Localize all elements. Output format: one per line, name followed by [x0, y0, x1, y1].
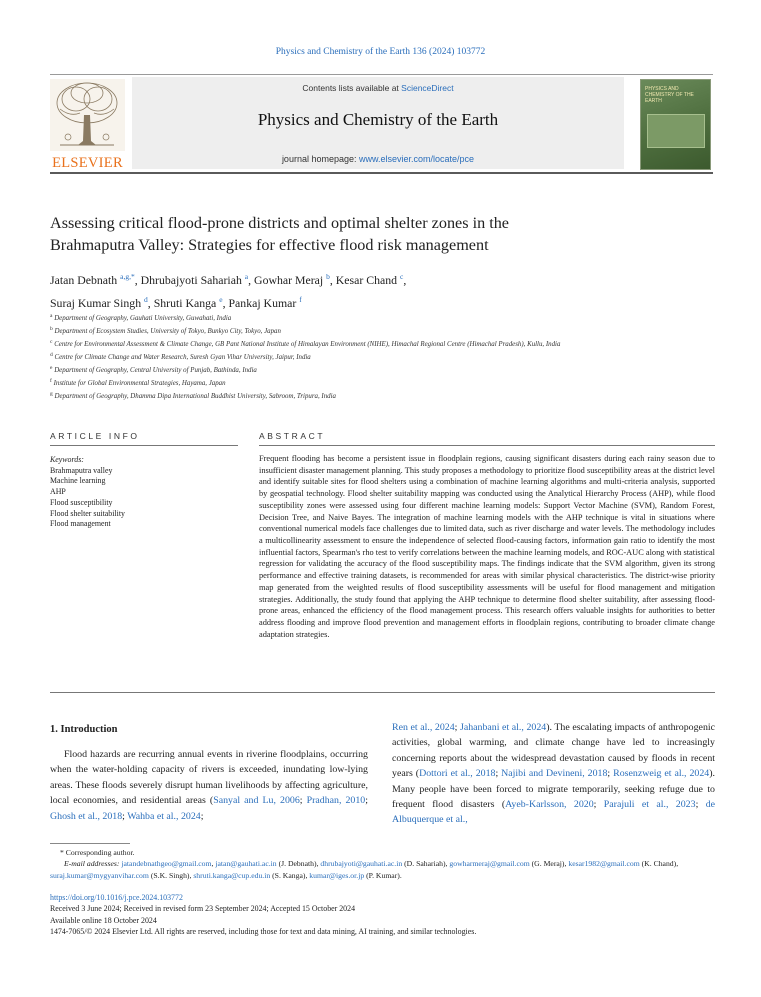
- abstract-text: Frequent flooding has become a persistent issue in floodplain regions, causing significant disasters during each rainy season due to insufficient disaster management planning. This study proposes a methodology to prioritize flood susceptibility areas at the district level and identify suitable sites for flood shelters using a combination of machine learning algorithms and multi-criteria analysis, supported by geospatial technology. Flood shelter suitability mapping was conducted using the Analytical Hierarchy Process (AHP), while flood susceptibility zones were assessed using four different machine learning models: Support Vector Machine (SVM), Random Forest, Decision Tree, and Naive Bayes. The integration of machine learning models with the AHP technique is vital in situations where conventional numerical models face challenges due to limited data, such as river discharge and water levels. The methodology includes a multicollinearity assessment to ensure the independence of selected flood-causing factors, information gain ratio to identify the most influential factors, Spearman's rho test to verify correlations between the machine learning models, and ROC-AUC along with statistical regression for validating the accuracy of the flood susceptibility maps. The findings indicate that the SVM algorithm, given its strong performance and effective training datasets, is recommended for areas with similar physical characteristics. The district-wise priority map generated from the weighted results of flood susceptibility assessments will be useful for flood management and mitigation strategies. Additionally, the study found that applying the AHP technique to determine flood shelter suitability, after assessing flood-prone areas, enhanced the efficiency of the flood management process. This research offers valuable insights for authorities to better address flooding and improve flood prevention and management efforts in floodplain regions, contributing to broader climate change adaptation strategies.: [259, 454, 715, 639]
- author-name: Jatan Debnath: [50, 273, 118, 287]
- affiliation-key: b: [50, 326, 53, 332]
- homepage-line: [132, 154, 624, 164]
- email-label: E-mail addresses:: [64, 859, 120, 869]
- reference-link[interactable]: Ghosh et al., 2018: [50, 810, 123, 822]
- author-list: [50, 267, 710, 313]
- author-affiliation-link[interactable]: a,g,*: [120, 272, 135, 281]
- reference-link[interactable]: Rosenzweig et al., 2024: [613, 768, 710, 780]
- affiliation-text: Department of Geography, Gauhati University, Guwahati, India: [54, 315, 232, 322]
- affiliation-text: Centre for Environmental Assessment & Climate Change, GB Pant National Institute of Himalayan Environment (NIHE), Himachal Regional Centre (Himachal Pradesh), Kullu, India: [54, 341, 561, 348]
- keyword-item: Flood management: [50, 519, 111, 529]
- email-link[interactable]: jatandebnathgeo@gmail.com: [121, 859, 212, 869]
- keyword-item: AHP: [50, 487, 66, 497]
- affiliation-item: [50, 337, 710, 350]
- affiliation-item: [50, 363, 710, 376]
- keyword-item: Machine learning: [50, 476, 106, 486]
- intro-text: Flood hazards are recurring annual events in riverine floodplains, occurring when the water-holding capacity of rivers is exceeded, inundating low-lying areas. These floods severely disrupt human livelihoods by affecting agriculture, local economies, and residential areas (: [50, 749, 368, 807]
- affiliation-key: d: [50, 352, 53, 358]
- keyword-item: Brahmaputra valley: [50, 465, 113, 475]
- email-link[interactable]: jatan@gauhati.ac.in: [215, 859, 277, 869]
- reference-link[interactable]: Pradhan, 2010: [306, 795, 366, 807]
- footnote-rule: [50, 843, 130, 844]
- author-name: Pankaj Kumar: [228, 296, 297, 310]
- intro-text: ). Many people have been forced to migrate temporarily, seeking refuge due to frequent flood disasters (: [392, 768, 716, 811]
- keywords-label: Keywords:: [50, 455, 84, 464]
- author-line-1: Jatan Debnath $^{a,g,*}$, Dhrubajyoti Sahariah $^a$, Gowhar Meraj $^b$, Kesar Chand $^c$,: [50, 272, 407, 287]
- elsevier-tree-icon: [50, 79, 125, 151]
- keyword-item: Flood shelter suitability: [50, 508, 125, 518]
- reference-link[interactable]: Najibi and Devineni, 2018: [501, 768, 608, 780]
- contents-prefix: Contents lists available at: [302, 83, 402, 93]
- author-affiliation-link[interactable]: f: [299, 295, 302, 304]
- masthead-center-panel: [132, 77, 624, 169]
- email-owner: (D. Sahariah): [404, 859, 446, 869]
- article-info-heading: ARTICLE INFO: [50, 431, 140, 441]
- keywords-block: [50, 455, 240, 530]
- masthead-top-rule: [50, 74, 713, 75]
- author-name: Dhrubajyoti Sahariah: [140, 273, 242, 287]
- affiliation-item: [50, 376, 710, 389]
- affiliation-text: Department of Geography, Central University of Punjab, Bathinda, India: [54, 367, 257, 374]
- email-link[interactable]: gowharmeraj@gmail.com: [449, 859, 530, 869]
- reference-link[interactable]: Wahba et al., 2024: [127, 810, 201, 822]
- intro-column-2: Ren et al., 2024; Jahanbani et al., 2024). The escalating impacts of anthropogenic activities, global warming, and climate change have led to increasingly concerning reports about the widespread devastation caused by floods in recent years (Dottori et al., 2018; Najibi and Devineni, 2018; Rosenzweig et al., 2024). Many people have been forced to migrate temporarily, seeking refuge due to frequent flood disasters (Ayeb-Karlsson, 2020; Parajuli et al., 2023; de Albuquerque et al.,: [392, 722, 716, 826]
- reference-link[interactable]: de Albuquerque et al.,: [392, 799, 716, 826]
- journal-masthead: [50, 74, 713, 172]
- journal-homepage-link[interactable]: www.elsevier.com/locate/pce: [359, 154, 475, 164]
- reference-link[interactable]: Sanyal and Lu, 2006: [213, 795, 300, 807]
- intro-column-1: Flood hazards are recurring annual events in riverine floodplains, occurring when the water-holding capacity of rivers is exceeded, inundating low-lying areas. These floods severely disrupt human livelihoods by affecting agriculture, local economies, and residential areas (Sanyal and Lu, 2006; Pradhan, 2010; Ghosh et al., 2018; Wahba et al., 2024;: [50, 749, 368, 822]
- affiliation-key: g: [50, 391, 53, 397]
- article-info-rule: [50, 445, 238, 446]
- email-link[interactable]: kumar@iges.or.jp: [309, 870, 365, 880]
- reference-link[interactable]: Ayeb-Karlsson, 2020: [505, 799, 594, 811]
- author-name: Suraj Kumar Singh: [50, 296, 142, 310]
- author-affiliation-link[interactable]: d: [144, 295, 148, 304]
- cover-title: PHYSICS AND CHEMISTRY OF THE EARTH: [645, 86, 694, 104]
- affiliation-item: [50, 350, 710, 363]
- elsevier-wordmark: ELSEVIER: [52, 155, 123, 171]
- doi-link[interactable]: https://doi.org/10.1016/j.pce.2024.103772: [50, 893, 183, 902]
- reference-link[interactable]: Ren et al., 2024: [392, 722, 455, 733]
- reference-link[interactable]: Parajuli et al., 2023: [603, 799, 696, 811]
- affiliation-key: f: [50, 378, 52, 384]
- author-affiliation-link[interactable]: e: [219, 295, 223, 304]
- abstract-rule: [259, 445, 715, 446]
- email-owner: (G. Meraj): [531, 859, 565, 869]
- author-affiliation-link[interactable]: c: [400, 272, 404, 281]
- email-owner: (S. Kanga): [272, 870, 306, 880]
- email-link[interactable]: dhrubajyoti@gauhati.ac.in: [320, 859, 403, 869]
- journal-citation-link[interactable]: Physics and Chemistry of the Earth 136 (2024) 103772: [275, 47, 486, 57]
- email-link[interactable]: shruti.kanga@cup.edu.in: [193, 870, 271, 880]
- email-owner: (S.K. Singh): [150, 870, 190, 880]
- masthead-bottom-rule: [50, 172, 713, 174]
- elsevier-logo[interactable]: [50, 79, 125, 171]
- email-link[interactable]: suraj.kumar@mygyanvihar.com: [50, 870, 149, 880]
- contents-line: [132, 83, 624, 93]
- publication-info: [50, 892, 715, 937]
- article-title-line-2: Brahmaputra Valley: Strategies for effective flood risk management: [50, 236, 489, 254]
- article-title: [50, 212, 690, 256]
- affiliation-item: [50, 324, 710, 337]
- author-name: Gowhar Meraj: [254, 273, 324, 287]
- article-title-line-1: Assessing critical flood-prone districts and optimal shelter zones in the: [50, 214, 509, 232]
- sciencedirect-link[interactable]: ScienceDirect: [401, 83, 454, 93]
- intro-text: ). The escalating impacts of anthropogenic activities, global warming, and climate change have led to increasingly concerning reports about the widespread devastation caused by floods in recent years (: [392, 722, 716, 780]
- author-name: Kesar Chand: [335, 273, 398, 287]
- received-dates: Received 3 June 2024; Received in revised form 23 September 2024; Accepted 15 October 2024: [50, 904, 356, 914]
- email-owner: (P. Kumar).: [366, 870, 402, 880]
- affiliation-text: Department of Geography, Dhamma Dipa International Buddhist University, Sabroom, Tripura, India: [54, 393, 336, 400]
- author-line-2: Suraj Kumar Singh $^d$, Shruti Kanga $^e$, Pankaj Kumar $^f$: [50, 295, 302, 310]
- section-heading-introduction: 1. Introduction: [50, 724, 118, 735]
- email-link[interactable]: kesar1982@gmail.com: [568, 859, 640, 869]
- affiliation-text: Centre for Climate Change and Water Research, Suresh Gyan Vihar University, Jaipur, India: [54, 354, 311, 361]
- affiliation-text: Department of Ecosystem Studies, University of Tokyo, Bunkyo City, Tokyo, Japan: [54, 328, 281, 335]
- affiliation-item: [50, 389, 710, 402]
- reference-link[interactable]: Jahanbani et al., 2024: [459, 722, 547, 733]
- author-affiliation-link[interactable]: b: [326, 272, 330, 281]
- affiliation-key: c: [50, 339, 53, 345]
- affiliation-item: [50, 311, 710, 324]
- journal-cover-thumbnail[interactable]: [640, 79, 711, 170]
- abstract-heading: ABSTRACT: [259, 431, 326, 441]
- corresponding-author-note: * Corresponding author.: [60, 848, 135, 857]
- author-affiliation-link[interactable]: a: [244, 272, 249, 281]
- reference-link[interactable]: Dottori et al., 2018: [419, 768, 496, 780]
- affiliation-key: e: [50, 365, 53, 371]
- affiliation-text: Institute for Global Environmental Strategies, Hayama, Japan: [53, 380, 226, 387]
- footnotes: [50, 847, 715, 881]
- cover-image-block: [647, 114, 705, 148]
- abstract-bottom-rule: [50, 692, 715, 693]
- email-owner: (K. Chand): [641, 859, 677, 869]
- journal-name: Physics and Chemistry of the Earth: [257, 110, 499, 129]
- affiliation-list: [50, 311, 710, 402]
- homepage-prefix: journal homepage:: [281, 154, 359, 164]
- email-owner: (J. Debnath): [278, 859, 317, 869]
- copyright-notice: 1474-7065/© 2024 Elsevier Ltd. All rights are reserved, including those for text and data mining, AI training, and similar technologies.: [50, 926, 477, 936]
- available-online: Available online 18 October 2024: [50, 915, 157, 925]
- keyword-item: Flood susceptibility: [50, 497, 113, 507]
- email-addresses: E-mail addresses: jatandebnathgeo@gmail.com, jatan@gauhati.ac.in (J. Debnath), dhrubajyoti@gauhati.ac.in (D. Sahariah), gowharmeraj@gmail.com (G. Meraj), kesar1982@gmail.com (K. Chand), suraj.kumar@mygyanvihar.com (S.K. Singh), shruti.kanga@cup.edu.in (S. Kanga), kumar@iges.or.jp (P. Kumar).: [50, 859, 679, 880]
- affiliation-key: a: [50, 313, 53, 319]
- author-name: Shruti Kanga: [153, 296, 217, 310]
